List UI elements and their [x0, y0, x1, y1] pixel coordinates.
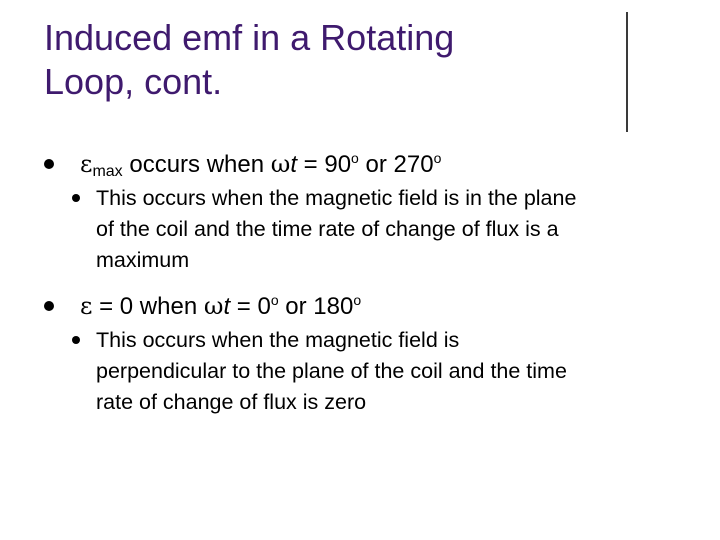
- text-or-270: or 270: [358, 151, 434, 178]
- degree-superscript: o: [433, 150, 442, 166]
- subscript-max: max: [92, 163, 123, 180]
- bullet-emf-max: [44, 143, 441, 187]
- sub-bullet-line: maximum: [96, 248, 190, 272]
- sub-bullet-emf-zero: [72, 325, 692, 418]
- omega-symbol: ω: [203, 292, 224, 320]
- slide-title-line1: Induced emf in a Rotating: [44, 17, 455, 58]
- bullet-dot-icon: [44, 301, 54, 311]
- sub-bullet-line: rate of change of flux is zero: [96, 390, 367, 414]
- text-or-180: or 180: [278, 293, 354, 320]
- sub-bullet-text: [96, 325, 567, 418]
- time-variable: t: [290, 151, 297, 178]
- sub-bullet-text: [96, 183, 576, 276]
- sub-bullet-dot-icon: [72, 336, 80, 344]
- sub-bullet-line: This occurs when the magnetic field is in the plane: [96, 186, 577, 210]
- text-zero-when: = 0 when: [92, 293, 204, 320]
- omega-symbol: ω: [270, 150, 291, 178]
- time-variable: t: [223, 293, 231, 320]
- slide-title: [44, 16, 604, 104]
- bullet-dot-icon: [44, 159, 54, 169]
- sub-bullet-line: This occurs when the magnetic field is: [96, 328, 460, 352]
- text-occurs-when: occurs when: [122, 151, 271, 178]
- slide-title-line2: Loop, cont.: [44, 61, 223, 102]
- sub-bullet-line: perpendicular to the plane of the coil and the time: [96, 359, 567, 383]
- sub-bullet-line: of the coil and the time rate of change of flux is a: [96, 217, 559, 241]
- vertical-divider: [626, 12, 628, 132]
- bullet-emf-zero: [44, 285, 361, 322]
- sub-bullet-emf-max: [72, 183, 692, 276]
- bullet-text: [80, 143, 441, 187]
- text-equals-90: = 90: [297, 151, 352, 178]
- bullet-text: [80, 285, 361, 322]
- epsilon-symbol: ε: [80, 150, 93, 178]
- degree-superscript: o: [353, 292, 362, 308]
- degree-superscript: o: [270, 292, 279, 308]
- sub-bullet-dot-icon: [72, 194, 80, 202]
- degree-superscript: o: [351, 150, 359, 166]
- text-equals-0: = 0: [230, 293, 271, 320]
- epsilon-symbol: ε: [80, 292, 93, 320]
